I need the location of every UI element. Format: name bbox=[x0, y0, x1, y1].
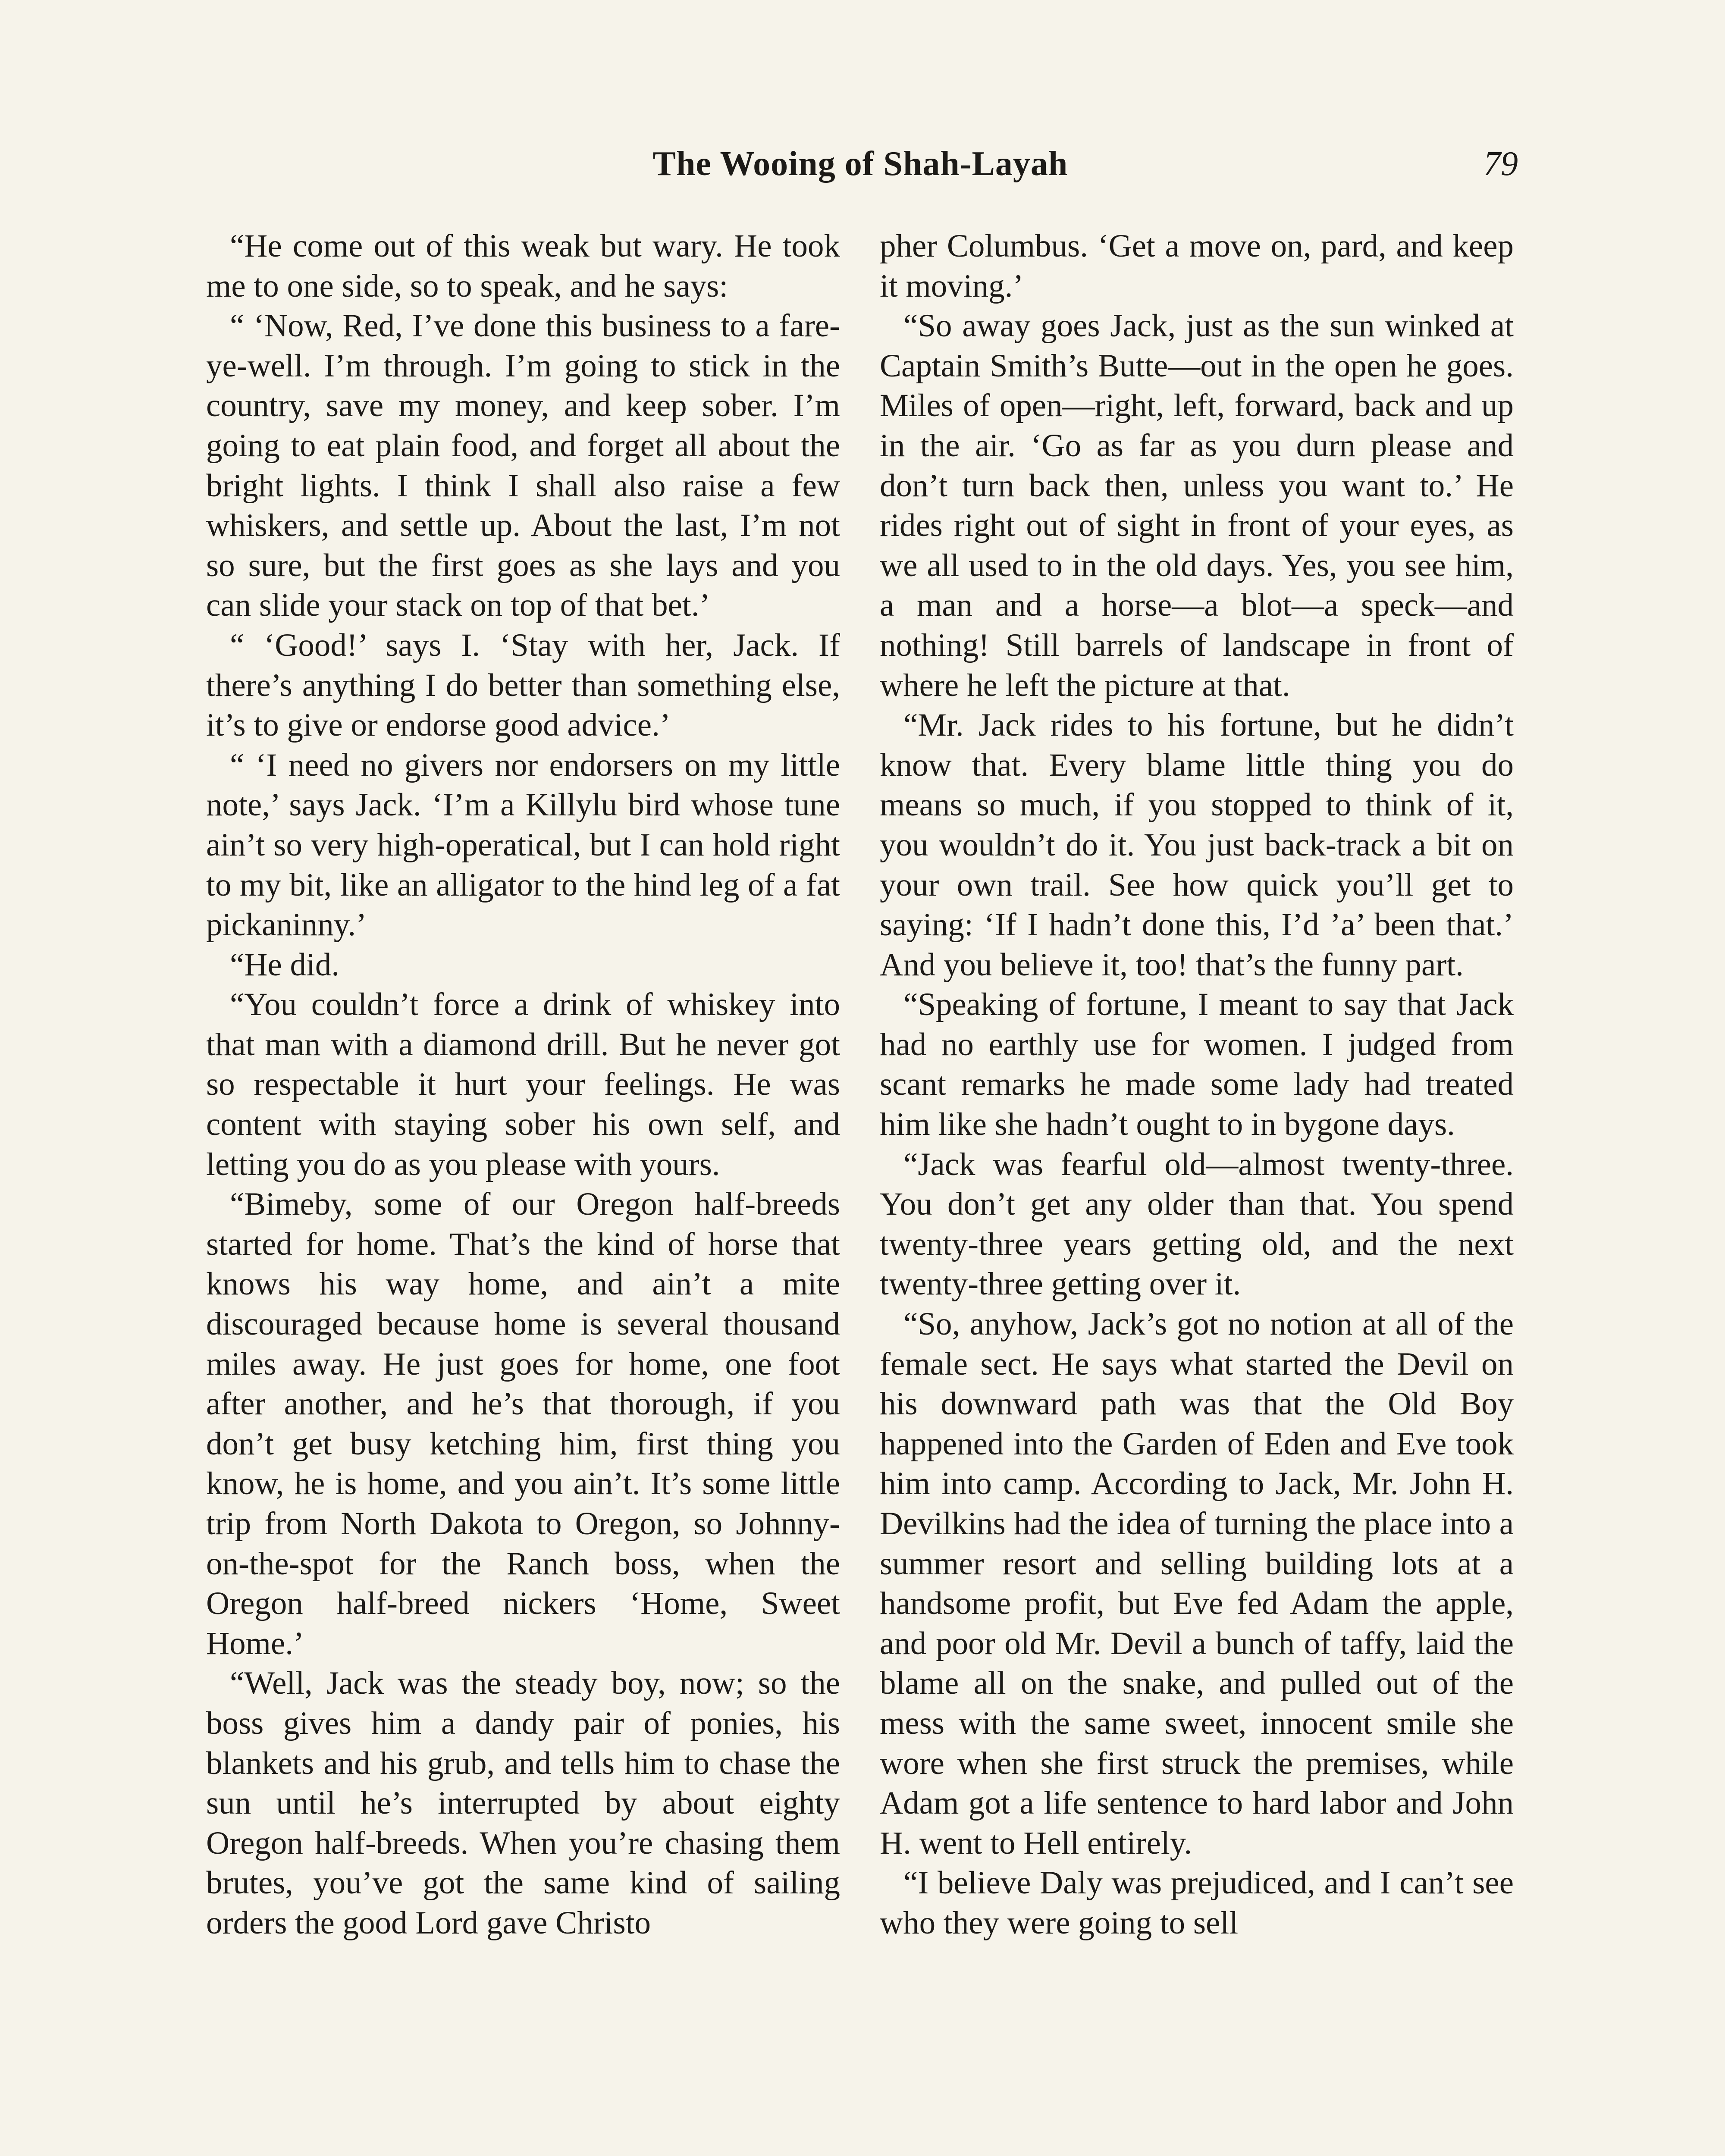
page-title: The Wooing of Shah-Layah bbox=[652, 145, 1068, 183]
left-column bbox=[206, 226, 840, 1943]
paragraph: “Well, Jack was the steady boy, now; so the boss gives him a dandy pair of ponies, his blankets and his grub, and tells him to chase the sun until he’s interrupted by about eighty Oregon half-breeds. When you’re chasing them brutes, you’ve got the same kind of sailing orders the good Lord gave Christo bbox=[206, 1665, 840, 1941]
paragraph: “ ‘Good!’ says I. ‘Stay with her, Jack. If there’s anything I do better than something else, it’s to give or endorse good advice.’ bbox=[206, 627, 840, 743]
paragraph: “Mr. Jack rides to his fortune, but he didn’t know that. Every blame little thing you do means so much, if you stopped to think of it, you wouldn’t do it. You just back-track a bit on your own trail. See how quick you’ll get to saying: ‘If I hadn’t done this, I’d ’a’ been that.’ And you believe it, too! that’s the funny part. bbox=[880, 707, 1514, 983]
right-column bbox=[880, 226, 1514, 1943]
page-header bbox=[203, 138, 1518, 190]
paragraph: “So, anyhow, Jack’s got no notion at all of the female sect. He says what started the Devil on his downward path was that the Old Boy happened into the Garden of Eden and Eve took him into camp. According to Jack, Mr. John H. Devilkins had the idea of turning the place into a summer resort and selling building lots at a handsome profit, but Eve fed Adam the apple, and poor old Mr. Devil a bunch of taffy, laid the blame all on the snake, and pulled out of the mess with the same sweet, innocent smile she wore when she first struck the premises, while Adam got a life sentence to hard labor and John H. went to Hell entirely. bbox=[880, 1306, 1514, 1861]
paragraph: “Bimeby, some of our Oregon half-breeds started for home. That’s the kind of horse that knows his way home, and ain’t a mite discouraged because home is several thousand miles away. He just goes for home, one foot after another, and he’s that thorough, if you don’t get busy ketching him, first thing you know, he is home, and you ain’t. It’s some little trip from North Dakota to Oregon, so Johnny-on-the-spot for the Ranch boss, when the Oregon half-breed nickers ‘Home, Sweet Home.’ bbox=[206, 1186, 840, 1661]
paragraph: “You couldn’t force a drink of whiskey into that man with a diamond drill. But he never got so respectable it hurt your feelings. He was content with staying sober his own self, and letting you do as you please with yours. bbox=[206, 987, 840, 1182]
paragraph: “Speaking of fortune, I meant to say that Jack had no earthly use for women. I judged from scant remarks he made some lady had treated him like she hadn’t ought to in bygone days. bbox=[880, 987, 1514, 1143]
paragraph: “He did. bbox=[230, 946, 340, 983]
paragraph: “ ‘I need no givers nor endorsers on my little note,’ says Jack. ‘I’m a Killylu bird whose tune ain’t so very high-operatical, but I can hold right to my bit, like an alligator to the hind leg of a fat pickaninny.’ bbox=[206, 747, 840, 943]
page-number: 79 bbox=[1484, 145, 1518, 183]
paragraph: “ ‘Now, Red, I’ve done this business to a fare-ye-well. I’m through. I’m going to stick in the country, save my money, and keep sober. I’m going to eat plain food, and forget all about the bright lights. I think I shall also raise a few whiskers, and settle up. About the last, I’m not so sure, but the first goes as she lays and you can slide your stack on top of that bet.’ bbox=[206, 308, 840, 624]
paragraph: “So away goes Jack, just as the sun winked at Captain Smith’s Butte—out in the open he goes. Miles of open—right, left, forward, back and up in the air. ‘Go as far as you durn please and don’t turn back then, unless you want to.’ He rides right out of sight in front of your eyes, as we all used to in the old days. Yes, you see him, a man and a horse—a blot—a speck—and nothing! Still barrels of landscape in front of where he left the picture at that. bbox=[880, 308, 1514, 703]
paragraph: “Jack was fearful old—almost twenty-three. You don’t get any older than that. You spend twenty-three years getting old, and the next twenty-three getting over it. bbox=[880, 1146, 1514, 1302]
paragraph: “He come out of this weak but wary. He took me to one side, so to speak, and he says: bbox=[206, 228, 840, 304]
paragraph: “I believe Daly was prejudiced, and I can’t see who they were going to sell bbox=[880, 1865, 1514, 1941]
paragraph-continuation: pher Columbus. ‘Get a move on, pard, and keep it moving.’ bbox=[880, 228, 1514, 304]
